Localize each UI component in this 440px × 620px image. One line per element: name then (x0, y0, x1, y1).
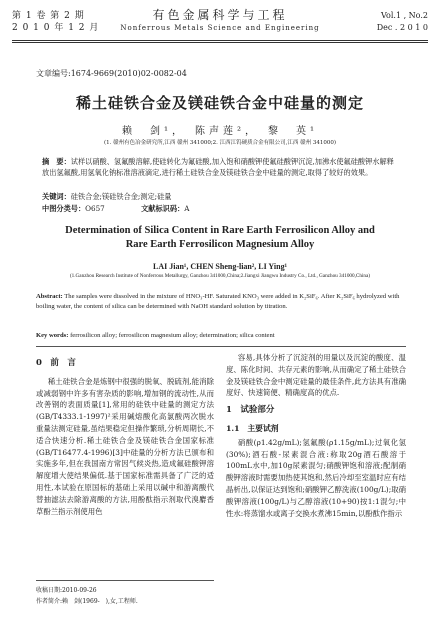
journal-name-cn: 有色金属科学与工程 (152, 8, 288, 22)
abstract-en (36, 292, 406, 312)
header-center (12, 8, 428, 33)
header-right (377, 10, 428, 34)
header-rule (12, 40, 428, 43)
clc-label: 中图分类号： (42, 204, 86, 213)
author-list: 赖 剑¹， 陈声莲²， 黎 英¹ (121, 126, 319, 137)
running-header (12, 6, 428, 50)
keywords-cn (42, 192, 171, 202)
date-en: Dec . 2 0 1 0 (376, 23, 428, 32)
abstract-cn-label: 摘 要： (42, 157, 71, 166)
section-0-heading: 0 前 言 (36, 358, 76, 368)
english-title-line2: Rare Earth Ferrosilicon Magnesium Alloy (125, 239, 315, 250)
keywords-en-label: Key words: (36, 332, 69, 339)
classification-line (42, 204, 189, 214)
abstract-cn-text: 试样以硝酸、氢氟酸溶解,使硅转化为氟硅酸,加入饱和硝酸钾使氟硅酸钾沉淀,加沸水使氟硅酸钾水解释放出氢氟酸,用氢氧化钠标准溶液滴定,进行稀土硅铁合金及镁硅铁合金中硅量的测定,取得了较好的效果。 (42, 157, 394, 177)
volume-en: Vol.1 , No.2 (381, 11, 428, 20)
volume-cn: 第 1 卷 第 2 期 (12, 11, 85, 21)
right-column (226, 352, 406, 519)
journal-name-en: Nonferrous Metals Science and Engineering (120, 24, 320, 32)
affiliation: (1. 赣州有色冶金研究所,江西 赣州 341000;2. 江西江钨硬质合金有限公司,江西 赣州 341000) (103, 140, 337, 146)
date-cn: 2 0 1 0 年 1 2 月 (12, 23, 100, 33)
abstract-en-text: The samples were dissolved in the mixture of HNO₃-HF. Saturated KNO₃ were added in K₂SiF₆. After K₂SiF₆ hydrolyzed with boiling water, the content of silica can be determined with NaOH standard solution by titration. (36, 293, 400, 310)
reagents-paragraph: 硝酸(ρ1.42g/mL);氢氟酸(ρ1.15g/mL);过氧化氢(30%);酒石酸-尿素混合液:称取20g酒石酸溶于100mL水中,加10g尿素混匀;硝酸钾饱和溶液;配制硝酸钾溶液时需要加热使其饱和,然后冷却至室温时应有结晶析出,以保证达到饱和;硝酸钾乙醇洗液(100g/L);取硝酸钾溶液(100g/L)与乙醇溶液(10+90)按1:1混匀;中性水:将蒸馏水或离子交换水煮沸15min,以酚酞作指示 (226, 437, 406, 518)
keywords-en (36, 332, 406, 339)
section-1-heading: 1 试验部分 (226, 405, 275, 416)
subsection-1-1-heading: 1.1 主要试剂 (226, 423, 279, 433)
keywords-en-text: ferrosilicon alloy; ferrosilicon magnesium alloy; determination; silica content (70, 332, 275, 339)
abstract-en-label: Abstract: (36, 293, 63, 300)
article-number: 文章编号:1674-9669(2010)02-0082-04 (36, 69, 187, 78)
section-0-paragraph: 稀土硅铁合金是炼钢中很强的脱氧、脱硫剂,能消除或减弱钢中许多有害杂质的影响,增加钢的流动性,从而改善钢的表面质量[1],常用的硅铁中硅量的测定方法(GB/T4333.1-1997)²采用碱熔酸化高氯酸两次脱水重量法测定硅量,虽结果稳定但操作繁琐,分析周期长,不适合快速分析.稀土硅铁合金及镁硅铁合金国家标准(GB/T16477.4-1996)[3]中硅量的分析方法已颁布和实施多年,但在我国南方常因气候炎热,造成氟硅酸钾溶解度增大使结果偏低.基于国家标准需具备了广泛的适用性,本试验在原国标的基础上采用以碱中和游离酸代替抽滤法去除游离酸的方法,用酚酞指示剂取代溴麝香草酚兰指示剂使用色 (36, 376, 214, 516)
english-title-line1: Determination of Silica Content in Rare Earth Ferrosilicon Alloy and (65, 225, 375, 236)
clc-code: O657 (85, 204, 105, 213)
doc-code: A (184, 204, 190, 213)
abstract-cn (42, 156, 400, 178)
keywords-cn-text: 硅铁合金;镁硅铁合金;测定;硅量 (70, 192, 172, 201)
doc-code-label: 文献标识码： (141, 204, 185, 213)
keywords-cn-label: 关键词： (42, 192, 71, 201)
section-divider (36, 346, 406, 347)
english-affiliation: (1.Ganzhou Research Institute of Nonferrous Metallurgy, Ganzhou 341000,China;2.Jiangxi Jiangwu Industry Co., Ltd., Ganzhou 341000,China) (69, 273, 371, 279)
english-authors: LAI Jian¹, CHEN Sheng-lian², LI Ying¹ (153, 262, 287, 271)
paper-title: 稀土硅铁合金及镁硅铁合金中硅量的测定 (75, 94, 364, 112)
right-column-paragraph: 容易,具体分析了沉淀剂的用量以及沉淀的酸度、温度、陈化时间、共存元素的影响,从而确定了稀土硅铁合金及镁硅铁合金中测定硅量的最佳条件,此方法具有准确度好、快速简便、精确度高的优点. (226, 353, 406, 398)
english-title (0, 224, 440, 252)
footnote (36, 580, 214, 607)
author-bio: 作者简介:赖 剑(1969- ),女,工程师. (36, 598, 138, 605)
received-date: 收稿日期:2010-09-26 (36, 587, 97, 594)
left-column (36, 352, 214, 517)
